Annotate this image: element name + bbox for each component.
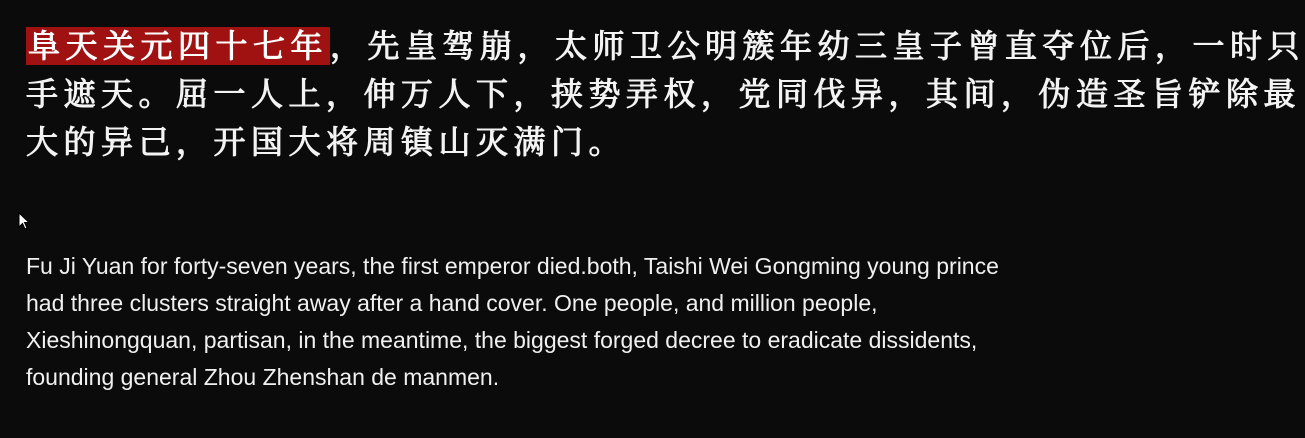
english-translation xyxy=(26,248,1071,396)
english-line-1: Fu Ji Yuan for forty-seven years, the first emperor died.both, Taishi Wei Gongming young prince xyxy=(26,253,999,279)
chinese-line-3: 大的异己，开国大将周镇山灭满门。 xyxy=(26,123,627,161)
chinese-line-1 xyxy=(26,22,1305,70)
chinese-line-2: 手遮天。屈一人上，伸万人下，挟势弄权，党同伐异，其间，伪造圣旨铲除最 xyxy=(26,75,1302,113)
highlighted-phrase: 阜天关元四十七年 xyxy=(28,27,329,65)
chinese-passage xyxy=(26,22,1305,166)
chinese-line-1-text: ，先皇驾崩，太师卫公明簇年幼三皇子曾直夺位后，一时只 xyxy=(330,27,1305,65)
english-line-2: had three clusters straight away after a hand cover. One people, and million people, xyxy=(26,290,878,316)
english-line-3: Xieshinongquan, partisan, in the meantime, the biggest forged decree to eradicate dissidents, xyxy=(26,327,978,353)
mouse-pointer-icon xyxy=(18,212,30,230)
english-line-4: founding general Zhou Zhenshan de manmen. xyxy=(26,364,500,390)
